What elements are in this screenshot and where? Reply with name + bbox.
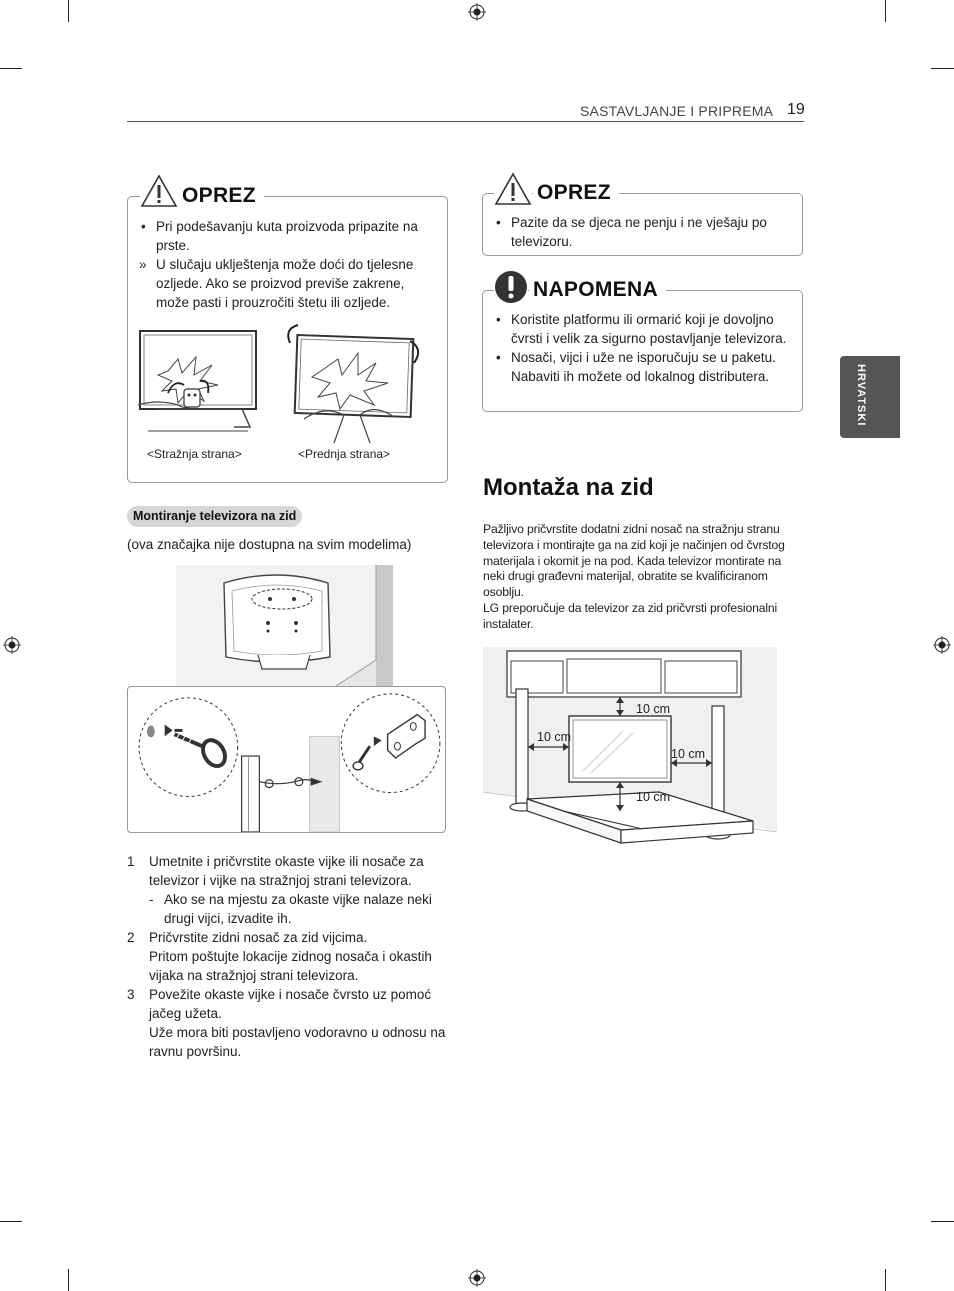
list-item: » U slučaju uklještenja može doći do tjelesne ozljede. Ako se proizvod previše zakrene, može pasti i prouzročiti štetu ili ozljede. [139, 255, 435, 312]
list-item [127, 852, 457, 928]
running-header: SASTAVLJANJE I PRIPREMA [580, 103, 774, 119]
step-text: Povežite okaste vijke i nosače čvrsto uz pomoć jačeg užeta. [149, 987, 432, 1021]
list-item: • Nosači, vijci i uže ne isporučuju se u paketu. Nabaviti ih možete od lokalnog distributera. [494, 348, 794, 386]
step-number: 2 [127, 930, 135, 945]
clearance-label: 10 cm [537, 730, 572, 744]
caution-title: OPREZ [178, 184, 264, 208]
crop-mark [0, 1221, 22, 1222]
crop-mark [885, 1269, 886, 1291]
caution-title: OPREZ [533, 181, 619, 205]
section-title: Montaža na zid [483, 474, 654, 501]
figure-caption: <Prednja strana> [298, 447, 391, 461]
mounting-availability-note: (ova značajka nije dostupna na svim modelima) [127, 537, 412, 552]
tv-angle-caution-illustration [138, 319, 434, 447]
crop-mark [0, 68, 22, 69]
registration-mark-icon [468, 1269, 486, 1287]
registration-mark-icon [468, 3, 486, 21]
step-number: 3 [127, 987, 135, 1002]
note-title: NAPOMENA [529, 278, 666, 302]
list-item: • Pri podešavanju kuta proizvoda pripazite na prste. [139, 217, 435, 255]
step-text: Umetnite i pričvrstite okaste vijke ili nosače za televizor i vijke na stražnjoj strani televizora. [149, 854, 424, 888]
language-tab-label: HRVATSKI [855, 364, 867, 427]
caution-list [139, 217, 435, 312]
step-text: Pričvrstite zidni nosač za zid vijcima. [149, 930, 368, 945]
clearance-label: 10 cm [636, 790, 671, 804]
exclamation-note-icon [494, 270, 528, 304]
registration-mark-icon [933, 636, 951, 654]
crop-mark [68, 1269, 69, 1291]
list-item [127, 985, 457, 1061]
mounting-section-label: Montiranje televizora na zid [127, 506, 302, 527]
crop-mark [68, 0, 69, 22]
step-subnote: - Ako se na mjestu za okaste vijke nalaze neki drugi vijci, izvadite ih. [149, 890, 457, 928]
registration-mark-icon [3, 636, 21, 654]
figure-caption: <Stražnja strana> [147, 447, 242, 461]
step-extra: Pritom poštujte lokacije zidnog nosača i okastih vijaka na stražnjoj strani televizora. [149, 949, 432, 983]
caution-list [494, 213, 790, 251]
crop-mark [885, 0, 886, 22]
caution-box-left [127, 196, 448, 483]
warning-triangle-icon [140, 174, 178, 208]
step-number: 1 [127, 854, 135, 869]
note-list [494, 310, 794, 386]
clearance-label: 10 cm [671, 747, 706, 761]
warning-triangle-icon [494, 172, 532, 206]
paragraph: Pažljivo pričvrstite dodatni zidni nosač na stražnju stranu televizora i montirajte ga na zid koji je načinjen od čvrstog materijala i okomit je na pod. Kada televizor montirate na neki drugi građevni materijal, obratite se kvalificiranom osoblju. [483, 522, 785, 600]
section-body [483, 522, 805, 633]
wall-bracket-hardware-illustration [127, 686, 446, 833]
page-number: 19 [787, 101, 805, 118]
list-item: • Pazite da se djeca ne penju i ne vješaju po televizoru. [494, 213, 790, 251]
step-extra: Uže mora biti postavljeno vodoravno u odnosu na ravnu površinu. [149, 1025, 446, 1059]
crop-mark [931, 1221, 954, 1222]
mounting-steps [127, 852, 457, 1061]
clearance-label: 10 cm [636, 702, 671, 716]
paragraph: LG preporučuje da televizor za zid pričvrsti profesionalni instalater. [483, 600, 778, 631]
wall-clearance-illustration [483, 647, 777, 845]
list-item: • Koristite platformu ili ormarić koji je dovoljno čvrsti i velik za sigurno postavljanje televizora. [494, 310, 794, 348]
list-item [127, 928, 457, 985]
header-divider [127, 121, 804, 122]
language-tab [840, 356, 900, 438]
crop-mark [931, 68, 954, 69]
tv-back-eye-bolts-illustration [176, 565, 393, 686]
note-box [482, 290, 803, 412]
